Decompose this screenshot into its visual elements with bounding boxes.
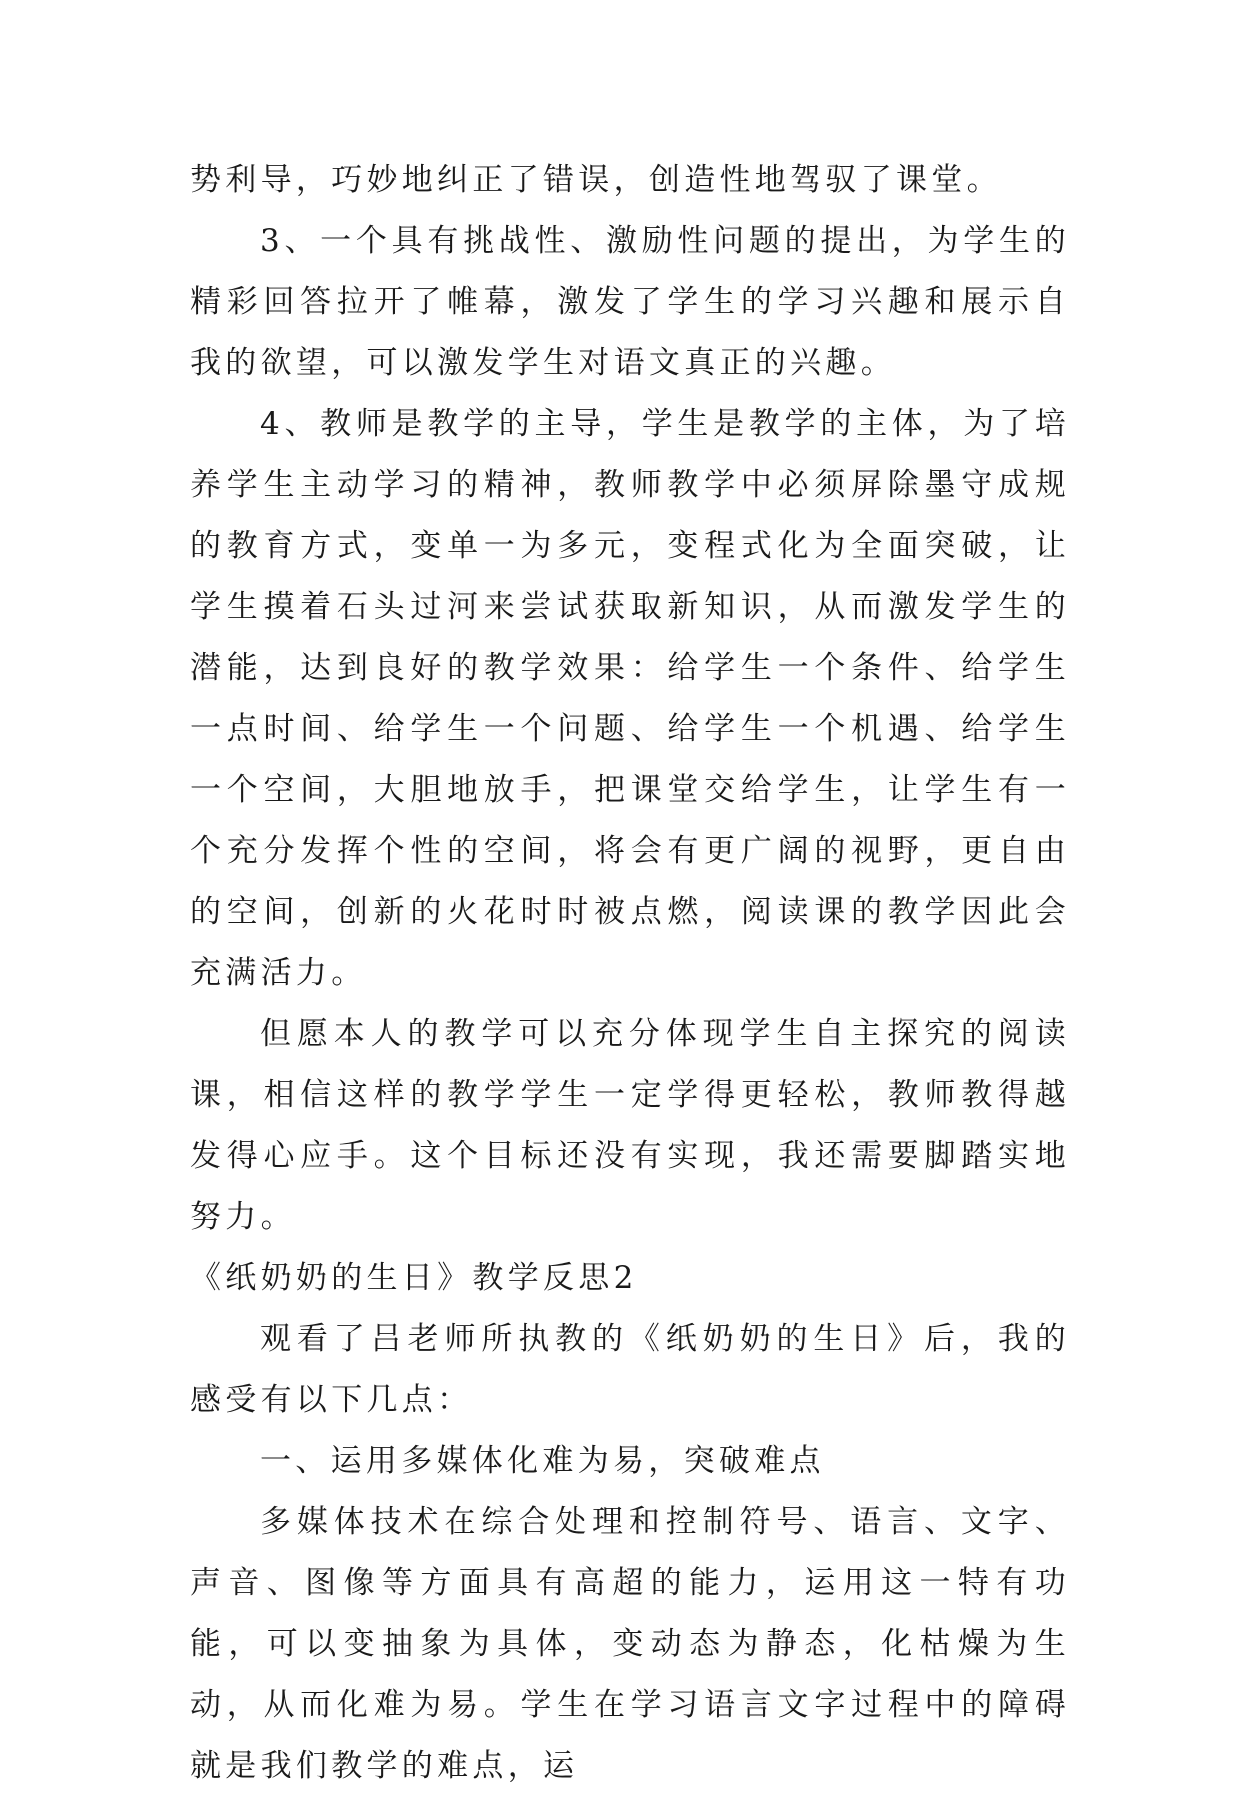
paragraph-multimedia: 多媒体技术在综合处理和控制符号、语言、文字、声音、图像等方面具有高超的能力，运用这一特有功能，可以变抽象为具体，变动态为静态，化枯燥为生动，从而化难为易。学生在学习语言文字过程中的障碍就是我们教学的难点，运 (190, 1504, 1070, 1784)
paragraph-conclusion: 但愿本人的教学可以充分体现学生自主探究的阅读课，相信这样的教学学生一定学得更轻松，教师教得越发得心应手。这个目标还没有实现，我还需要脚踏实地努力。 (190, 1016, 1070, 1235)
paragraph-point-3: 3、一个具有挑战性、激励性问题的提出，为学生的精彩回答拉开了帷幕，激发了学生的学习兴趣和展示自我的欲望，可以激发学生对语文真正的兴趣。 (190, 223, 1070, 381)
paragraph-continuation: 势利导，巧妙地纠正了错误，创造性地驾驭了课堂。 (190, 162, 1002, 198)
paragraph-intro: 观看了吕老师所执教的《纸奶奶的生日》后，我的感受有以下几点： (190, 1321, 1070, 1418)
paragraph-point-4: 4、教师是教学的主导，学生是教学的主体，为了培养学生主动学习的精神，教师教学中必须屏除墨守成规的教育方式，变单一为多元，变程式化为全面突破，让学生摸着石头过河来尝试获取新知识，从而激发学生的潜能，达到良好的教学效果：给学生一个条件、给学生一点时间、给学生一个问题、给学生一个机遇、给学生一个空间，大胆地放手，把课堂交给学生，让学生有一个充分发挥个性的空间，将会有更广阔的视野，更自由的空间，创新的火花时时被点燃，阅读课的教学因此会充满活力。 (190, 406, 1070, 991)
document-body (190, 150, 1070, 1797)
section-heading: 《纸奶奶的生日》教学反思2 (190, 1260, 638, 1296)
subheading-point-1: 一、运用多媒体化难为易，突破难点 (260, 1443, 825, 1479)
